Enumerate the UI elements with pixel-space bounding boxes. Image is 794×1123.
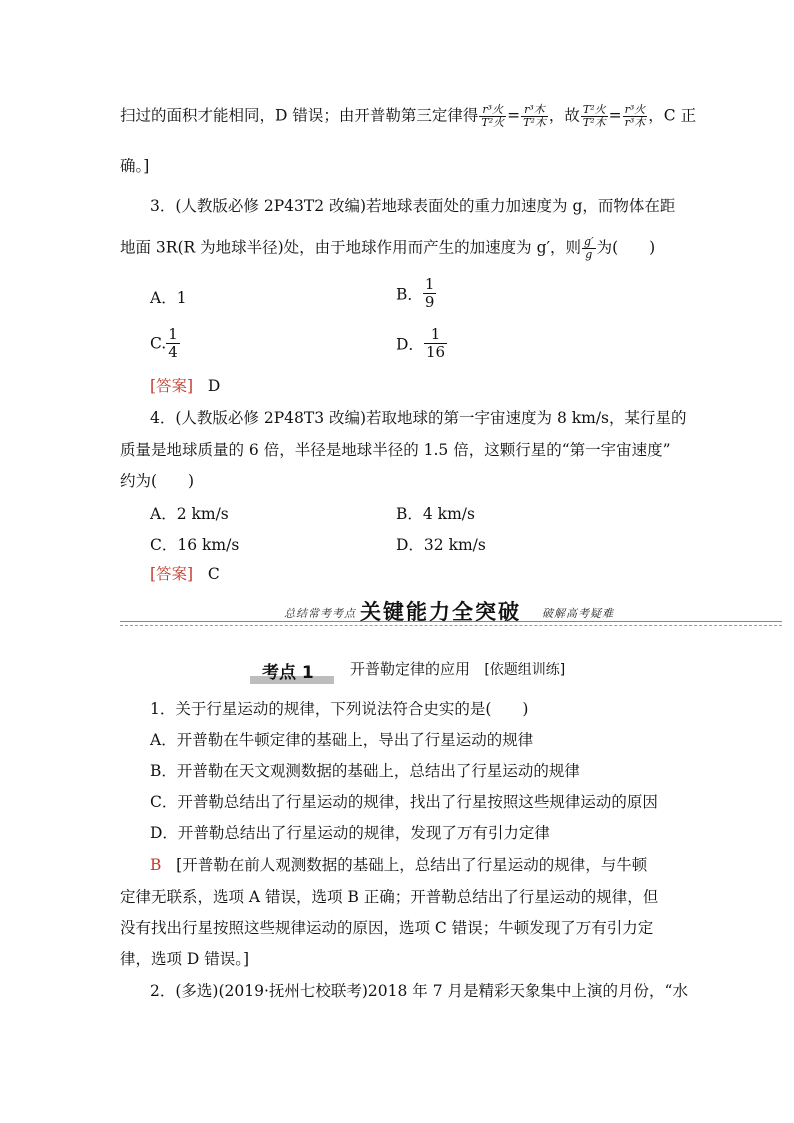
q4-answer: [答案] C (150, 565, 220, 583)
top-line-2: 确。] (120, 157, 150, 175)
kaodian-label: 考点 1 (262, 663, 314, 683)
kaodian-label-box (250, 656, 334, 684)
q3-ratio-fraction: $\frac{g'}{g}$ (584, 235, 594, 261)
top-line-1: 扫过的面积才能相同，D 错误；由开普勒第三定律得 $\frac{\text{r³火}}{\text{T²火}}$ = $\frac{\text{r³木}}{\text{T²木}}$ ，故 $\frac{\text{T²火}}{\text{T²木}}$ = $\frac{\text{r³火}}{\text{r³木}}$ ，C 正 (120, 103, 697, 129)
p1-explanation-line-4: 律，选项 D 错误。] (120, 950, 250, 968)
kaodian-heading (350, 659, 565, 680)
p1-answer-letter: B (150, 856, 162, 874)
q4-option-d: D．32 km/s (396, 536, 486, 554)
q3-option-d: D． $\frac{1}{16}$ (396, 325, 446, 361)
kepler-fraction-2: $\frac{\text{r³木}}{\text{T²木}}$ (523, 103, 546, 129)
kaodian-tag: [依题组训练] (484, 662, 566, 678)
banner-left-text: 总结常考考点 (284, 607, 356, 620)
q3-option-b: B． $\frac{1}{9}$ (396, 275, 435, 311)
answer-tag: [答案] (150, 377, 194, 395)
kepler-fraction-4: $\frac{\text{r³火}}{\text{r³木}}$ (624, 103, 646, 129)
q3-option-c: C. $\frac{1}{4}$ (150, 325, 178, 361)
q3-stem-line-1: 3．(人教版必修 2P43T2 改编)若地球表面处的重力加速度为 g，而物体在距 (150, 197, 676, 215)
q4-option-b: B．4 km/s (396, 505, 475, 523)
kepler-fraction-1: $\frac{\text{r³火}}{\text{T²火}}$ (481, 103, 505, 129)
p1-explanation-line-3: 没有找出行星按照这些规律运动的原因，选项 C 错误；牛顿发现了万有引力定 (120, 919, 654, 937)
q3-answer: [答案] D (150, 377, 221, 395)
top-line-1-prefix: 扫过的面积才能相同，D 错误；由开普勒第三定律得 (120, 106, 479, 125)
banner-right-text: 破解高考疑难 (542, 607, 614, 620)
q3-option-a: A．1 (150, 289, 187, 307)
p1-explanation-line-1: B [开普勒在前人观测数据的基础上，总结出了行星运动的规律，与牛顿 (150, 856, 648, 874)
banner-rule (120, 621, 782, 622)
p1-option-c: C．开普勒总结出了行星运动的规律，找出了行星按照这些规律运动的原因 (150, 793, 658, 811)
p2-stem: 2．(多选)(2019·抚州七校联考)2018 年 7 月是精彩天象集中上演的月份，“水 (150, 982, 688, 1000)
answer-tag: [答案] (150, 565, 194, 583)
top-line-1-mid: ，故 (548, 106, 580, 125)
p1-option-a: A．开普勒在牛顿定律的基础上，导出了行星运动的规律 (150, 731, 534, 749)
kepler-fraction-3: $\frac{\text{T²火}}{\text{T²木}}$ (582, 103, 606, 129)
q4-option-c: C．16 km/s (150, 536, 240, 554)
p1-option-d: D．开普勒总结出了行星运动的规律，发现了万有引力定律 (150, 824, 550, 842)
q3-stem-line-2: 地面 3R(R 为地球半径)处，由于地球作用而产生的加速度为 g′，则 $\frac{g'}{g}$ 为( ) (120, 235, 656, 261)
section-banner (120, 596, 782, 632)
top-line-1-suffix: ，C 正 (648, 106, 697, 125)
q4-option-a: A．2 km/s (150, 505, 229, 523)
q4-stem-line-2: 质量是地球质量的 6 倍，半径是地球半径的 1.5 倍，这颗行星的“第一宇宙速度” (120, 441, 671, 459)
p1-option-b: B．开普勒在天文观测数据的基础上，总结出了行星运动的规律 (150, 762, 580, 780)
kaodian-title: 开普勒定律的应用 (350, 660, 471, 678)
q4-stem-line-3: 约为( ) (120, 472, 195, 490)
q4-stem-line-1: 4．(人教版必修 2P48T3 改编)若取地球的第一宇宙速度为 8 km/s，某行星的 (150, 409, 687, 427)
banner-rule-dashed (120, 625, 782, 626)
p1-explanation-line-2: 定律无联系，选项 A 错误，选项 B 正确；开普勒总结出了行星运动的规律，但 (120, 888, 659, 906)
p1-stem: 1．关于行星运动的规律，下列说法符合史实的是( ) (150, 700, 529, 718)
banner-title: 关键能力全突破 (360, 600, 521, 624)
